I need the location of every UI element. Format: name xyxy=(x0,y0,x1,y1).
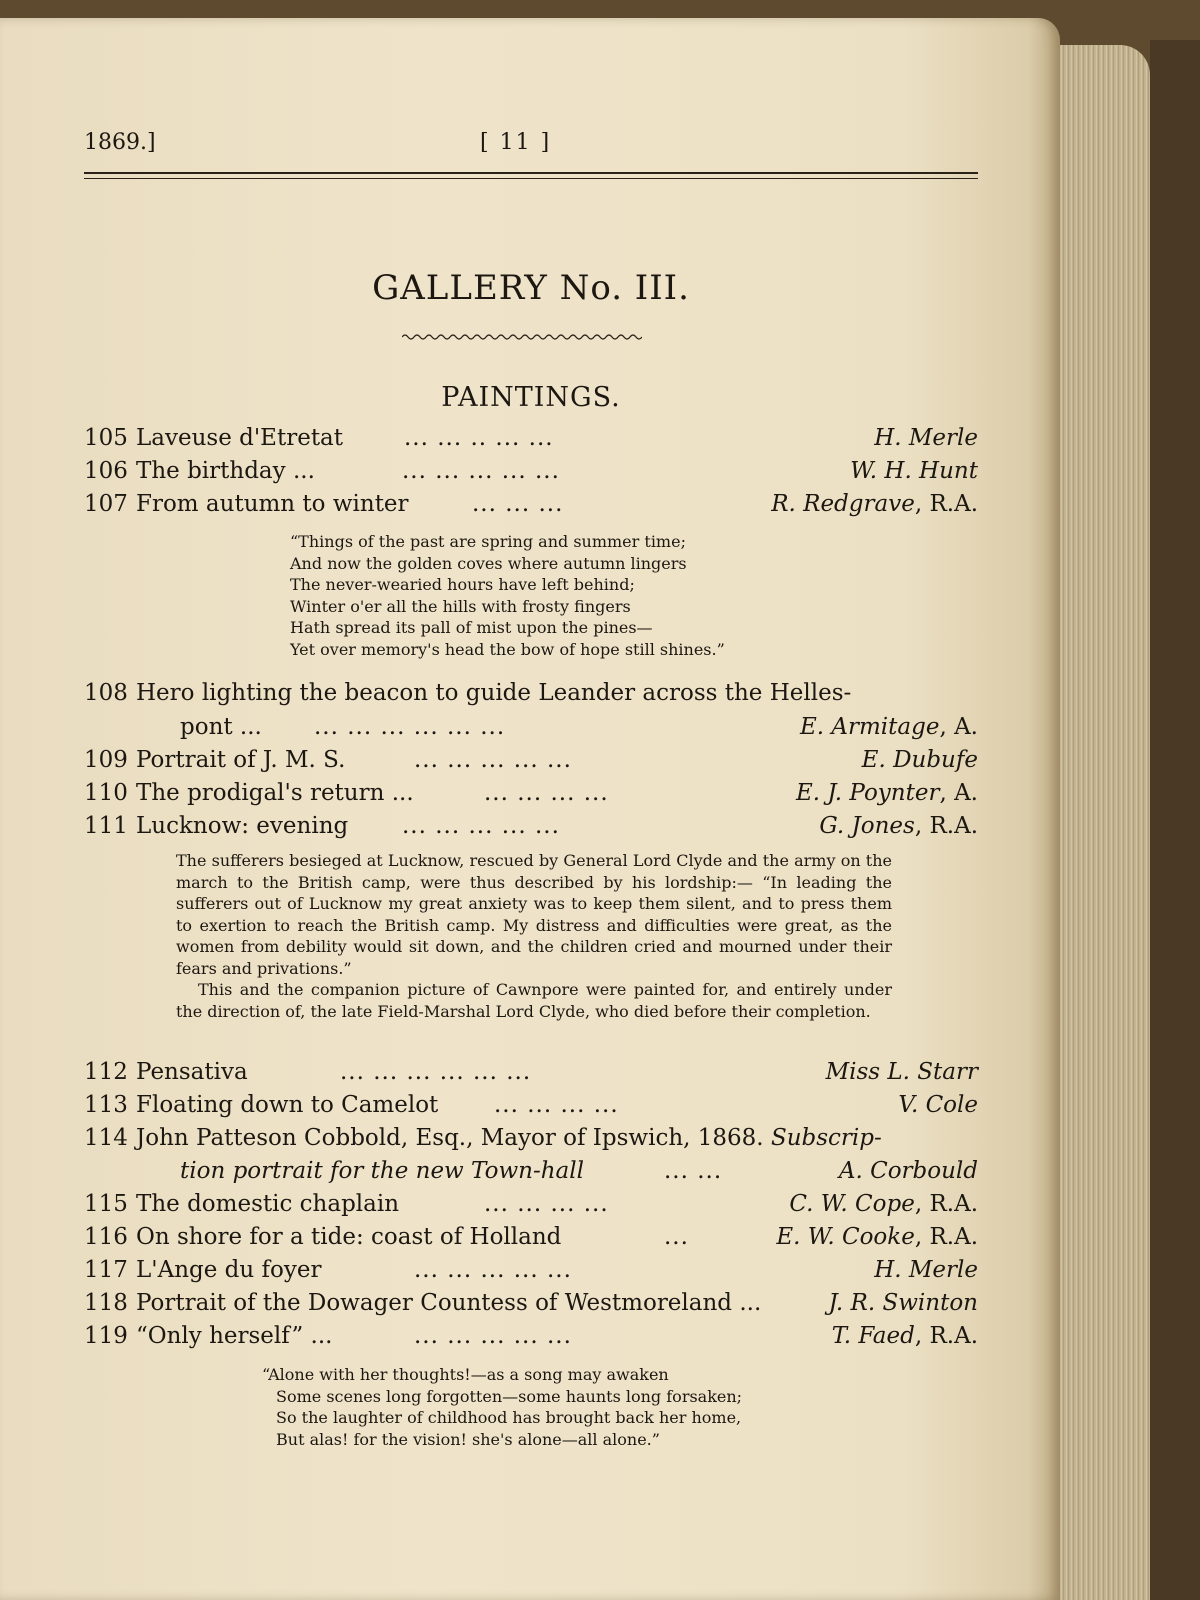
entry-number: 112 xyxy=(84,1059,128,1085)
head-rule-thin xyxy=(84,178,978,179)
entry-title: Portrait of J. M. S. xyxy=(136,747,346,773)
catalogue-entry xyxy=(84,1092,978,1124)
entry-title: On shore for a tide: coast of Holland xyxy=(136,1224,562,1250)
entry-number: 108 xyxy=(84,680,128,706)
poem-line: Yet over memory's head the bow of hope still shines.” xyxy=(290,639,725,659)
entry-artist: V. Cole xyxy=(898,1092,978,1118)
entry-title: Portrait of the Dowager Countess of Westmoreland ... xyxy=(136,1290,762,1316)
subsection-title: PAINTINGS. xyxy=(441,382,621,413)
entry-title: Floating down to Camelot xyxy=(136,1092,439,1118)
entry-number: 117 xyxy=(84,1257,128,1283)
entry-title-continuation: pont ... xyxy=(180,714,262,740)
catalogue-entry xyxy=(84,813,978,845)
entry-artist: J. R. Swinton xyxy=(828,1290,978,1316)
entry-artist: G. Jones, R.A. xyxy=(819,813,978,839)
catalogue-entry-continuation xyxy=(84,1158,978,1190)
entry-title: From autumn to winter xyxy=(136,491,409,517)
poem-107 xyxy=(290,531,725,660)
leader-dots: ... ... ... ... ... ... xyxy=(340,1059,532,1085)
entry-title: John Patteson Cobbold, Esq., Mayor of Ipswich, 1868. Subscrip- xyxy=(136,1125,882,1151)
leader-dots: ... ... ... ... xyxy=(484,1191,609,1217)
catalogue-entry xyxy=(84,747,978,779)
entry-number: 105 xyxy=(84,425,128,451)
ornamental-rule xyxy=(402,333,642,341)
entry-title: Hero lighting the beacon to guide Leander across the Helles- xyxy=(136,680,852,706)
poem-line: Hath spread its pall of mist upon the pines— xyxy=(290,618,653,637)
leader-dots: ... ... ... ... ... xyxy=(414,1323,572,1349)
section-title: GALLERY No. III. xyxy=(372,268,690,308)
entry-artist: E. Dubufe xyxy=(861,747,978,773)
entry-title-continuation: tion portrait for the new Town-hall xyxy=(180,1158,584,1184)
entry-artist: T. Faed, R.A. xyxy=(831,1323,978,1349)
book-binding xyxy=(1150,40,1200,1600)
catalogue-entry xyxy=(84,1257,978,1289)
catalogue-entry xyxy=(84,780,978,812)
catalogue-entry-continuation xyxy=(84,714,978,746)
catalogue-entry xyxy=(84,491,978,523)
catalogue-entry xyxy=(84,1125,978,1157)
entry-number: 118 xyxy=(84,1290,128,1316)
entry-number: 111 xyxy=(84,813,128,839)
catalogue-entry xyxy=(84,680,978,712)
page-number: [ 11 ] xyxy=(480,130,552,155)
catalogue-entry xyxy=(84,1290,978,1322)
catalogue-entry xyxy=(84,1059,978,1091)
entry-number: 119 xyxy=(84,1323,128,1349)
entry-artist: C. W. Cope, R.A. xyxy=(789,1191,978,1217)
entry-number: 110 xyxy=(84,780,128,806)
entry-number: 113 xyxy=(84,1092,128,1118)
entry-title: “Only herself” ... xyxy=(136,1323,333,1349)
leader-dots: ... ... xyxy=(664,1158,723,1184)
poem-line: “Alone with her thoughts!—as a song may awaken xyxy=(262,1365,669,1384)
leader-dots: ... ... ... ... ... xyxy=(414,1257,572,1283)
entry-artist: E. W. Cooke, R.A. xyxy=(776,1224,978,1250)
poem-line: “Things of the past are spring and summer time; xyxy=(290,532,686,551)
catalogue-entry xyxy=(84,458,978,490)
poem-line: Some scenes long forgotten—some haunts long forsaken; xyxy=(276,1386,743,1406)
entry-artist: E. Armitage, A. xyxy=(799,714,978,740)
catalogue-entry xyxy=(84,1224,978,1256)
entry-title: Laveuse d'Etretat xyxy=(136,425,344,451)
leader-dots: ... ... ... ... xyxy=(484,780,609,806)
entry-title: L'Ange du foyer xyxy=(136,1257,322,1283)
leader-dots: ... ... ... ... ... ... xyxy=(314,714,506,740)
poem-line: So the laughter of childhood has brought back her home, xyxy=(276,1408,742,1427)
leader-dots: ... ... ... ... xyxy=(494,1092,619,1118)
note-paragraph: This and the companion picture of Cawnpore were painted for, and entirely under the direction of, the late Field-Marshal Lord Clyde, who died before their completion. xyxy=(176,980,892,1021)
leader-dots: ... xyxy=(664,1224,689,1250)
catalogue-entry xyxy=(84,425,978,457)
leader-dots: ... ... ... ... ... xyxy=(414,747,572,773)
entry-title: Lucknow: evening xyxy=(136,813,349,839)
head-rule-thick xyxy=(84,172,978,174)
catalogue-entry xyxy=(84,1191,978,1223)
page-fore-edge xyxy=(1060,45,1150,1600)
entry-artist: R. Redgrave, R.A. xyxy=(771,491,978,517)
leader-dots: ... ... ... ... ... xyxy=(402,813,560,839)
poem-line: Winter o'er all the hills with frosty fingers xyxy=(290,596,631,616)
entry-number: 115 xyxy=(84,1191,128,1217)
note-111 xyxy=(176,850,892,1022)
entry-title: The domestic chaplain xyxy=(136,1191,400,1217)
poem-line: And now the golden coves where autumn lingers xyxy=(290,553,687,573)
note-paragraph: The sufferers besieged at Lucknow, rescued by General Lord Clyde and the army on the march to the British camp, were thus described by his lordship:— “In leading the sufferers out of Lucknow my great anxiety was to keep them silent, and to press them to exertion to reach the British camp. My distress and difficulties were great, as the women from debility would sit down, and the children cried and mourned under their fears and privations.” xyxy=(176,851,892,978)
entry-artist: W. H. Hunt xyxy=(850,458,978,484)
entry-title: The birthday ... xyxy=(136,458,315,484)
poem-line: But alas! for the vision! she's alone—all alone.” xyxy=(276,1429,660,1449)
running-head xyxy=(84,130,978,160)
poem-line: The never-wearied hours have left behind; xyxy=(290,575,635,594)
entry-number: 109 xyxy=(84,747,128,773)
entry-artist: H. Merle xyxy=(874,425,978,451)
entry-artist: H. Merle xyxy=(874,1257,978,1283)
entry-title: Pensativa xyxy=(136,1059,248,1085)
catalogue-entry xyxy=(84,1323,978,1355)
leader-dots: ... ... .. ... ... xyxy=(404,425,554,451)
entry-number: 107 xyxy=(84,491,128,517)
entry-number: 106 xyxy=(84,458,128,484)
entry-number: 116 xyxy=(84,1224,128,1250)
running-head-year: 1869.] xyxy=(84,130,156,155)
entry-title: The prodigal's return ... xyxy=(136,780,414,806)
entry-number: 114 xyxy=(84,1125,128,1151)
entry-artist: E. J. Poynter, A. xyxy=(795,780,978,806)
entry-artist: A. Corbould xyxy=(838,1158,978,1184)
entry-artist: Miss L. Starr xyxy=(825,1059,978,1085)
leader-dots: ... ... ... ... ... xyxy=(402,458,560,484)
poem-119 xyxy=(262,1364,742,1450)
leader-dots: ... ... ... xyxy=(472,491,564,517)
